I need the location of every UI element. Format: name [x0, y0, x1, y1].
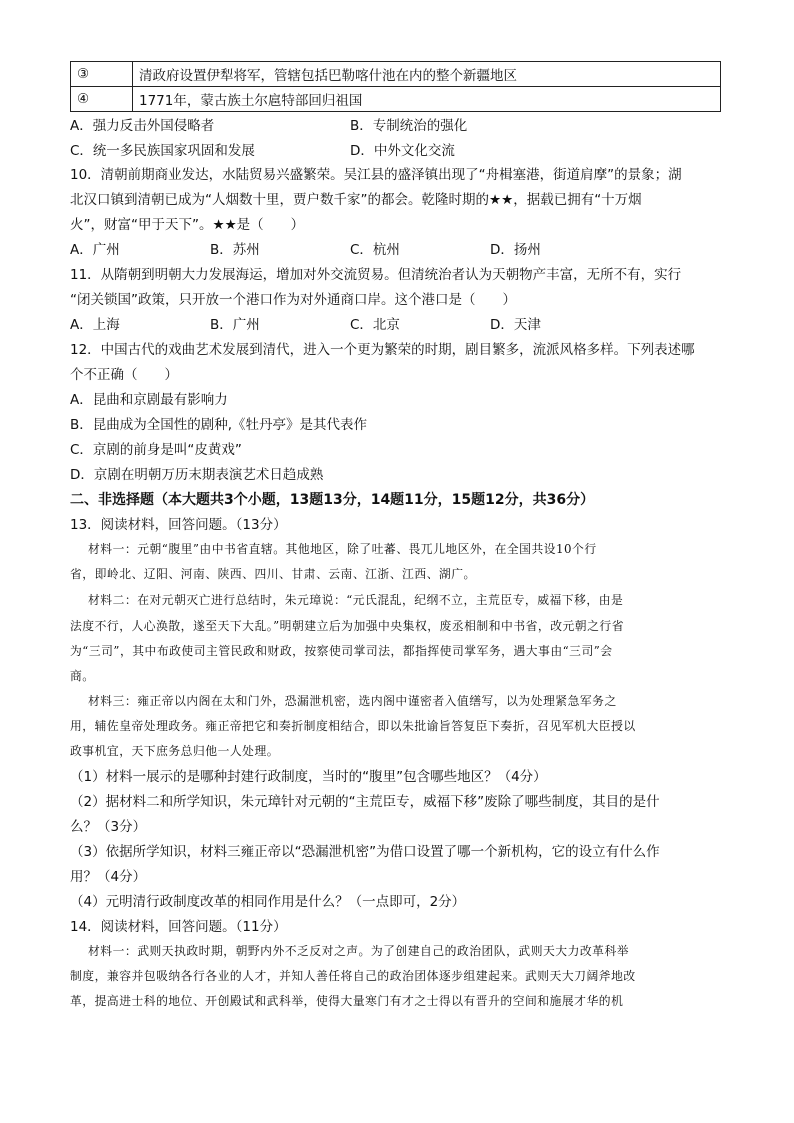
q11-line-2: “闭关锁国”政策，只开放一个港口作为对外通商口岸。这个港口是（ ）	[70, 292, 516, 308]
q13-material-1-line: 材料一：元朝“腹里”由中书省直辖。其他地区，除了吐蕃、畏兀儿地区外，在全国共设10个行	[88, 542, 597, 556]
section-heading: 二、非选择题（本大题共3个小题，13题13分，14题11分，15题12分，共36分）	[70, 492, 595, 508]
options-table	[70, 61, 721, 112]
q14-material-1-line: 制度，兼容并包吸纳各行各业的人才，并知人善任将自己的政治团体逐步组建起来。武则天大刀阔斧地改	[70, 969, 636, 983]
q12-choice-a: A．昆曲和京剧最有影响力	[70, 392, 228, 408]
q10-choice-b: B．苏州	[210, 242, 260, 258]
table-row	[71, 62, 721, 87]
q12-choice-c: C．京剧的前身是叫“皮黄戏”	[70, 442, 242, 458]
q10-line-1: 10．清朝前期商业发达，水陆贸易兴盛繁荣。吴江县的盛泽镇出现了“舟楫塞港，街道肩摩”的景象；湖	[70, 167, 682, 183]
q12-choice-b: B．昆曲成为全国性的剧种,《牡丹亭》是其代表作	[70, 417, 368, 433]
q14-title: 14．阅读材料，回答问题。（11分）	[70, 919, 287, 935]
q14-material-1-line: 材料一：武则天执政时期，朝野内外不乏反对之声。为了创建自己的政治团队，武则天大力改革科举	[88, 944, 630, 958]
q13-sub-4: （4）元明清行政制度改革的相同作用是什么？（一点即可，2分）	[70, 894, 466, 910]
q13-sub-3-line-1: （3）依据所学知识，材料三雍正帝以“恐漏泄机密”为借口设置了哪一个新机构，它的设立有什么作	[70, 844, 660, 860]
q10-choice-d: D．扬州	[490, 242, 541, 258]
q9-choice-b: B．专制统治的强化	[350, 118, 468, 134]
q13-material-3-line: 用，辅佐皇帝处理政务。雍正帝把它和奏折制度相结合，即以朱批谕旨答复臣下奏折，召见军机大臣授以	[70, 719, 636, 733]
q12-choice-d: D．京剧在明朝万历末期表演艺术日趋成熟	[70, 467, 324, 483]
q9-choice-a: A．强力反击外国侵略者	[70, 118, 215, 134]
q10-choice-a: A．广州	[70, 242, 120, 258]
q13-material-3-line: 政事机宜，天下庶务总归他一人处理。	[70, 744, 280, 758]
q13-sub-2-line-2: 么？（3分）	[70, 819, 147, 835]
q14-material-1-line: 革，提高进士科的地位、开创殿试和武科举，使得大量寒门有才之士得以有晋升的空间和施展才华的机	[70, 994, 624, 1008]
q13-material-2-line: 为“三司”，其中布政使司主管民政和财政，按察使司掌司法，都指挥使司掌军务，遇大事由“三司”会	[70, 644, 613, 658]
q10-line-2: 北汉口镇到清朝已成为“人烟数十里，贾户数千家”的都会。乾隆时期的★★，据载已拥有“十万烟	[70, 192, 642, 208]
q9-choice-c: C．统一多民族国家巩固和发展	[70, 143, 255, 159]
q13-material-2-line: 法度不行，人心涣散，遂至天下大乱。”明朝建立后为加强中央集权，废丞相制和中书省，改元朝之行省	[70, 619, 624, 633]
q13-sub-1: （1）材料一展示的是哪种封建行政制度，当时的“腹里”包含哪些地区？（4分）	[70, 769, 547, 785]
q13-material-3-line: 材料三：雍正帝以内阁在太和门外，恐漏泄机密，选内阁中谨密者入值缮写，以为处理紧急军务之	[88, 694, 617, 708]
q13-sub-2-line-1: （2）据材料二和所学知识，朱元璋针对元朝的“主荒臣专，威福下移”废除了哪些制度，其目的是什	[70, 794, 660, 810]
table-row	[71, 87, 721, 112]
q11-choice-b: B．广州	[210, 317, 260, 333]
q11-line-1: 11．从隋朝到明朝大力发展海运，增加对外交流贸易。但清统治者认为天朝物产丰富，无所不有，实行	[70, 267, 682, 283]
q13-material-2-line: 商。	[70, 669, 95, 683]
q13-sub-3-line-2: 用？（4分）	[70, 869, 147, 885]
q10-choice-c: C．杭州	[350, 242, 400, 258]
q13-material-2-line: 材料二：在对元朝灭亡进行总结时，朱元璋说：“元氏混乱，纪纲不立，主荒臣专，威福下移，由是	[88, 593, 624, 607]
q12-line-2: 个不正确（ ）	[70, 367, 178, 383]
q11-choice-a: A．上海	[70, 317, 120, 333]
q10-line-3: 火”，财富“甲于天下”。★★是（ ）	[70, 217, 305, 233]
option-number: ③	[71, 62, 133, 87]
q11-choice-c: C．北京	[350, 317, 400, 333]
option-number: ④	[71, 87, 133, 112]
q12-line-1: 12．中国古代的戏曲艺术发展到清代，进入一个更为繁荣的时期，剧目繁多，流派风格多样。下列表述哪	[70, 342, 695, 358]
option-text: 清政府设置伊犁将军，管辖包括巴勒喀什池在内的整个新疆地区	[133, 62, 721, 87]
q13-title: 13．阅读材料，回答问题。（13分）	[70, 517, 287, 533]
q11-choice-d: D．天津	[490, 317, 541, 333]
q13-material-1-line: 省，即岭北、辽阳、河南、陕西、四川、甘肃、云南、江浙、江西、湖广。	[70, 567, 476, 581]
q9-choice-d: D．中外文化交流	[350, 143, 455, 159]
option-text: 1771年，蒙古族土尔扈特部回归祖国	[133, 87, 721, 112]
